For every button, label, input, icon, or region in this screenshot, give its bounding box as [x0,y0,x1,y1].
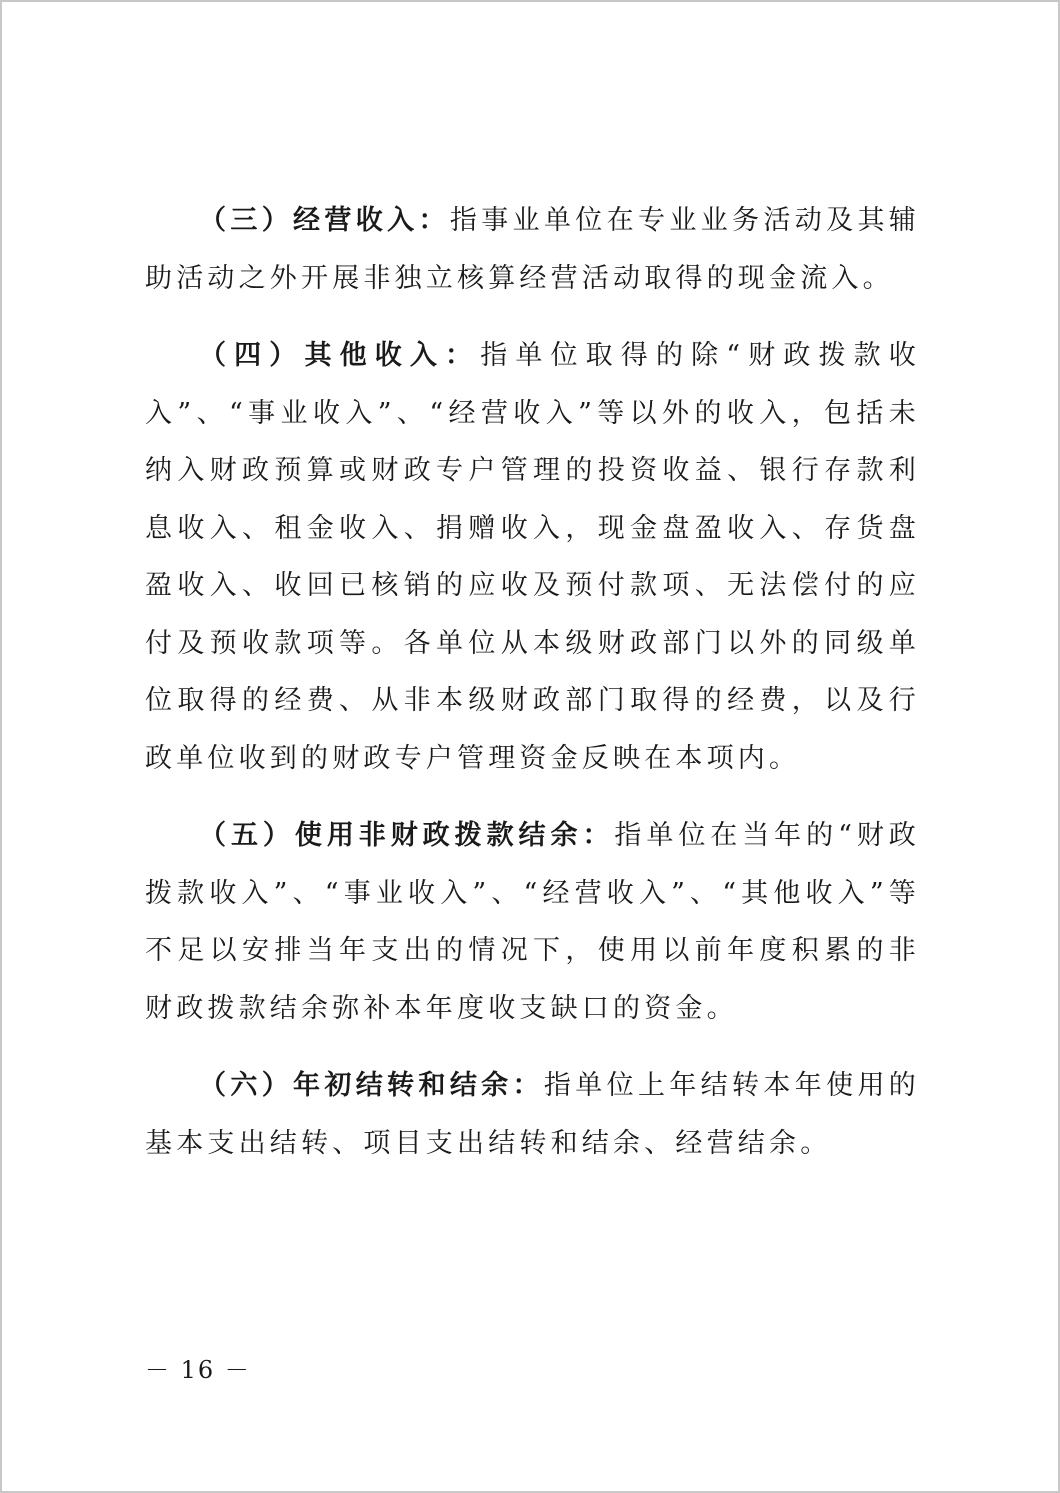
paragraph-other-income [145,327,920,787]
page-number: － 16 － [145,1356,251,1384]
paragraph-text: 指单位取得的除“财政拨款收入”、“事业收入”、“经营收入”等以外的收入，包括未纳入财政预算或财政专户管理的投资收益、银行存款利息收入、租金收入、捐赠收入，现金盘盈收入、存货盘盈收入、收回已核销的应收及预付款项、无法偿付的应付及预收款项等。各单位从本级财政部门以外的同级单位取得的经费、从非本级财政部门取得的经费，以及行政单位收到的财政专户管理资金反映在本项内。 [145,340,920,774]
paragraph-non-fiscal-surplus [145,807,920,1037]
paragraph-heading: （三）经营收入： [199,205,450,236]
paragraph-text: 指事业单位在专业业务活动及其辅助活动之外开展非独立核算经营活动取得的现金流入。 [145,205,921,294]
paragraph-operating-income [145,192,920,307]
paragraph-heading: （五）使用非财政拨款结余： [199,820,615,851]
document-body [145,192,920,1172]
paragraph-heading: （四）其他收入： [199,340,481,371]
paragraph-text: 指单位在当年的“财政拨款收入”、“事业收入”、“经营收入”、“其他收入”等不足以安排当年支出的情况下，使用以前年度积累的非财政拨款结余弥补本年度收支缺口的资金。 [145,820,920,1024]
paragraph-text: 指单位上年结转本年使用的基本支出结转、项目支出结转和结余、经营结余。 [145,1070,921,1159]
paragraph-carryover [145,1057,920,1172]
paragraph-heading: （六）年初结转和结余： [199,1070,544,1101]
